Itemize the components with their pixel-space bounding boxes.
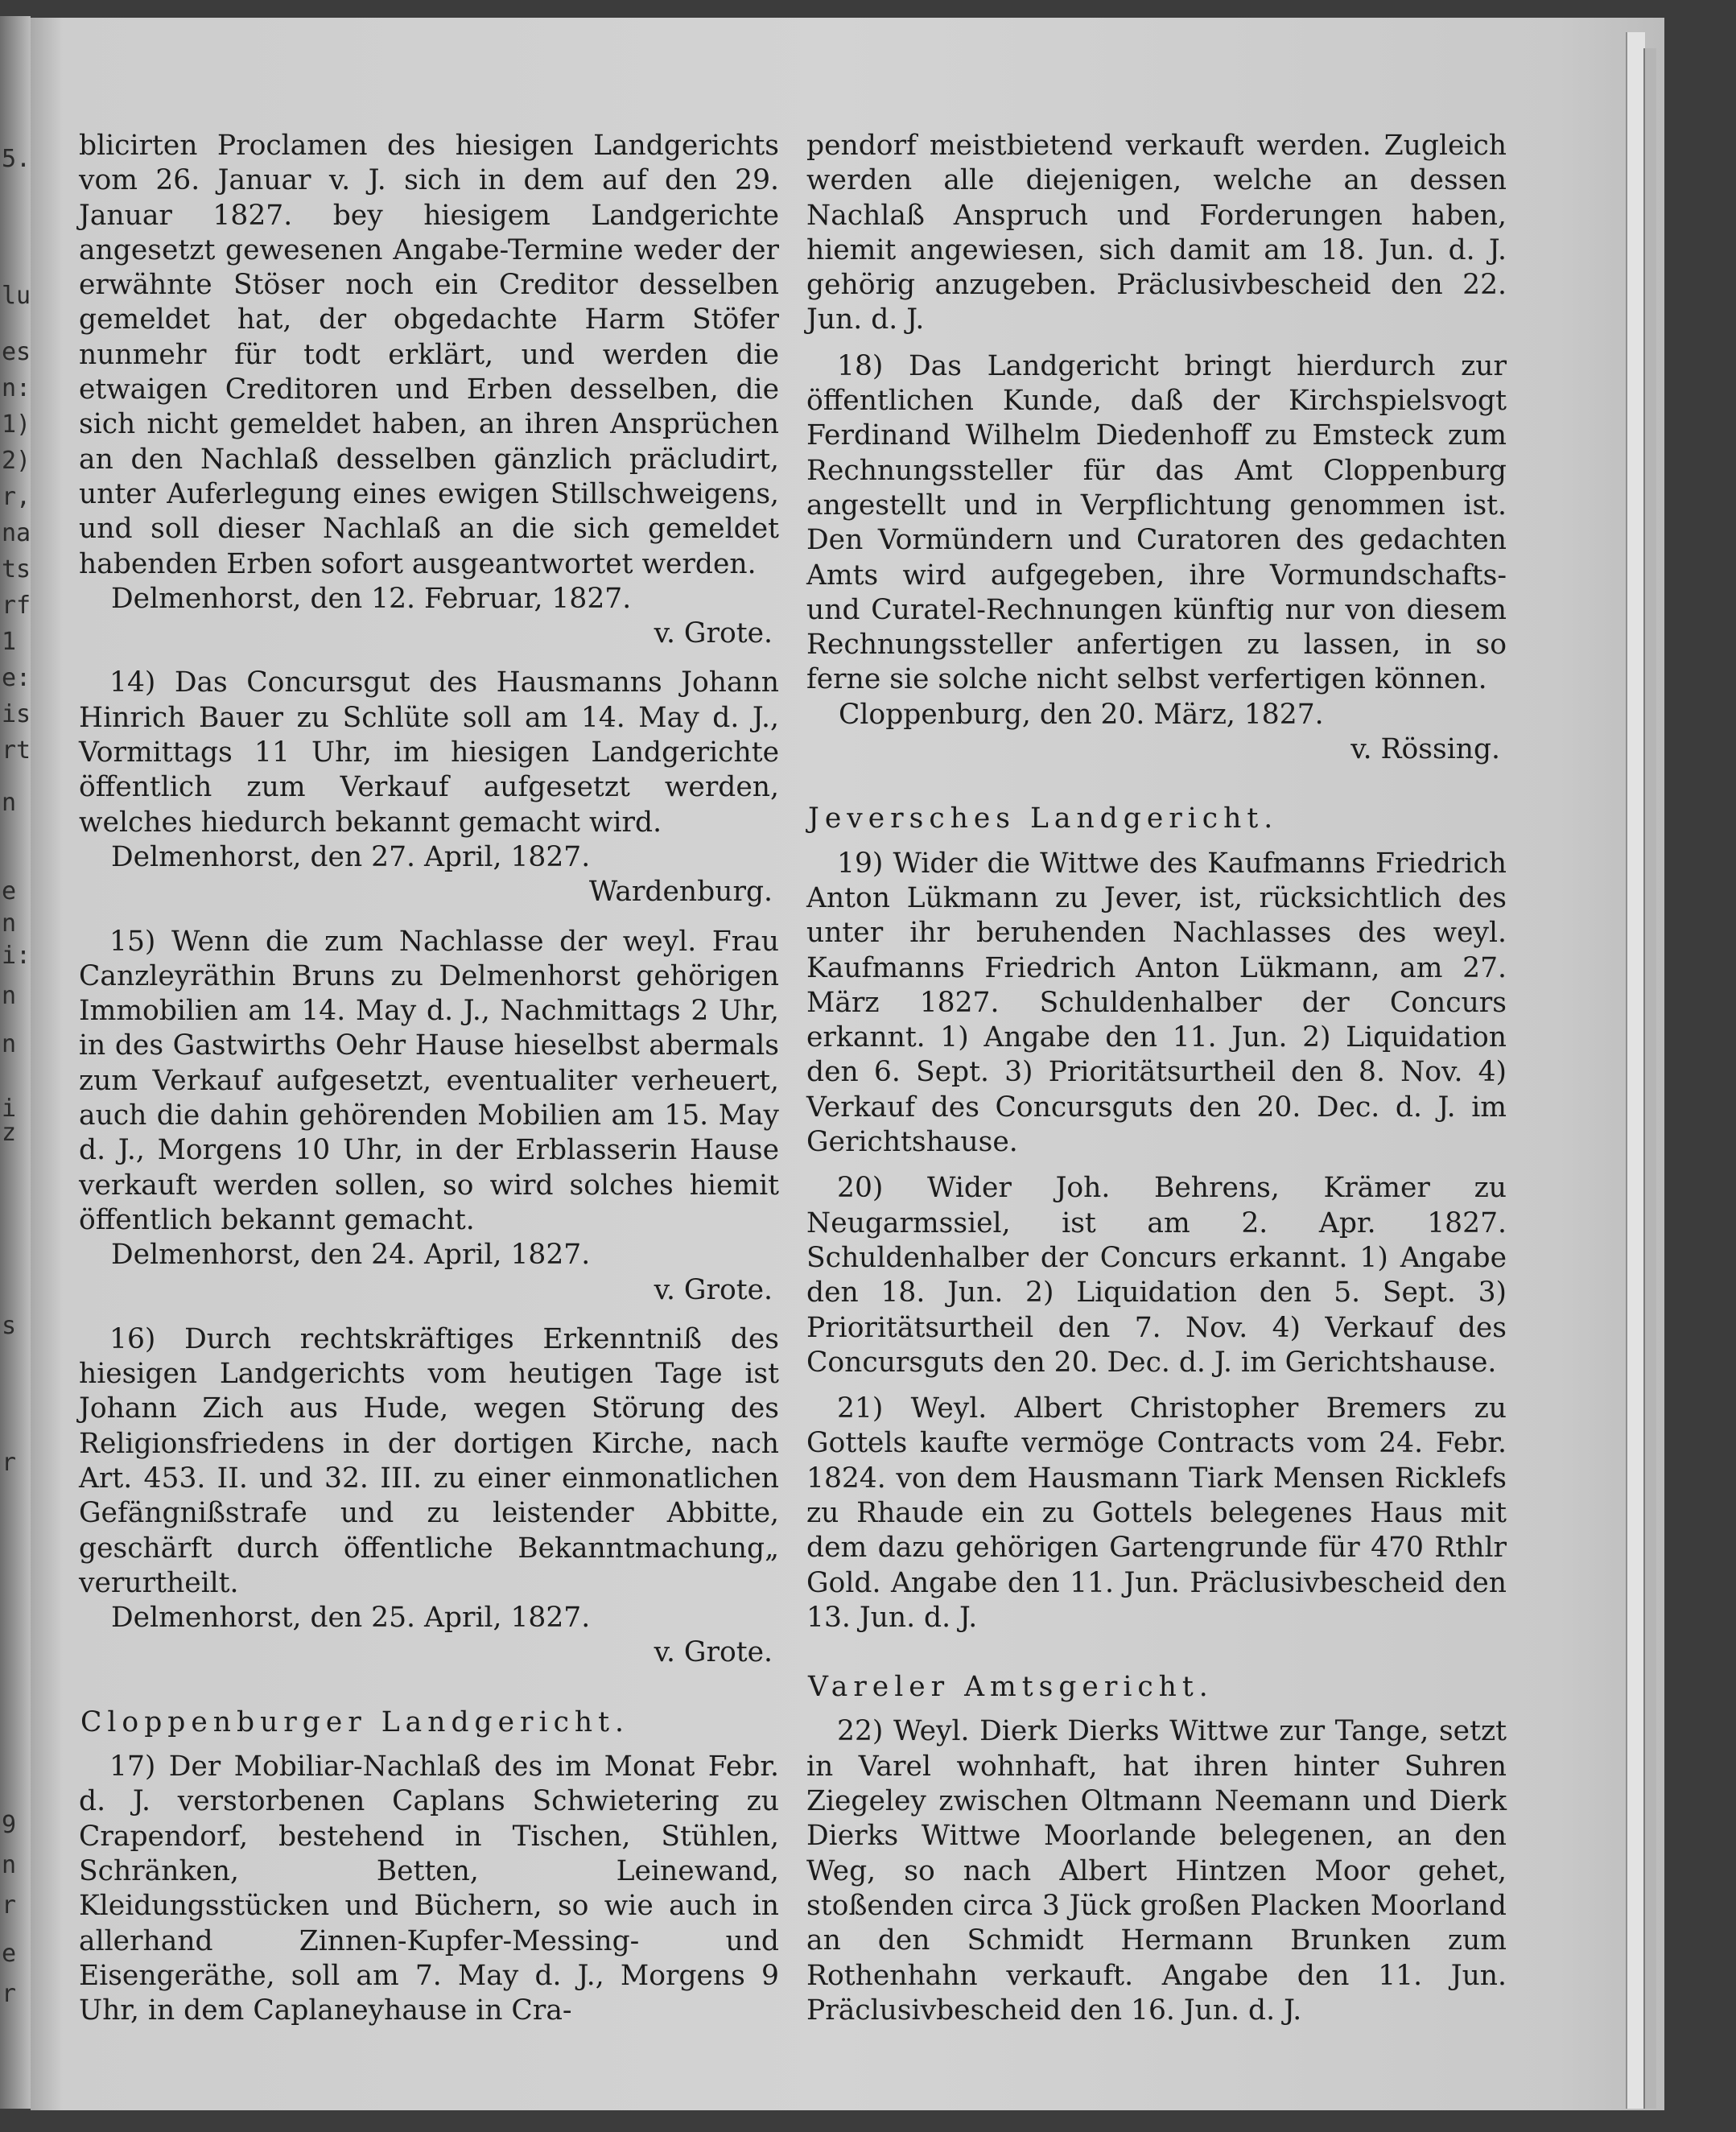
notice-paragraph: 15) Wenn die zum Nachlasse der weyl. Frau Canzleyräthin Bruns zu Delmenhorst gehörigen Immobilien am 14. May d. J., Nachmittags 2 Uhr, in des Gastwirths Oehr Hause hieselbst abermals zum Verkauf aufgesetzt, eventualiter verheuert, auch die dahin gehörenden Mobilien am 15. May d. J., Morgens 10 Uhr, in der Erblasserin Hause verkauft werden sollen, so wird solches hiemit öffentlich bekannt gemacht.	[79, 925, 779, 1236]
left-column	[79, 129, 779, 2028]
margin-fragment: es	[2, 338, 31, 366]
margin-fragment: ts	[2, 555, 31, 584]
margin-fragment: 9	[2, 1811, 17, 1839]
page-edge	[1626, 32, 1645, 2109]
notice-paragraph: 16) Durch rechtskräftiges Erkenntniß des hiesigen Landgerichts vom heutigen Tage ist Johann Zich aus Hude, wegen Störung des Religionsfriedens in der dortigen Kirche, nach Art. 453. II. und 32. III. zu einer einmonatlichen Gefängnißstrafe und zu leistender Abbitte, geschärft durch öffentliche Bekanntmachung„ verurtheilt.	[79, 1322, 779, 1599]
section-heading: Jeversches Landgericht.	[808, 802, 1279, 835]
margin-fragment: rf	[2, 592, 31, 620]
margin-fragment: n	[2, 909, 17, 938]
margin-fragment: r	[2, 1980, 17, 2008]
signature: Wardenburg.	[588, 876, 773, 909]
notice-paragraph: 19) Wider die Wittwe des Kaufmanns Friedrich Anton Lükmann zu Jever, ist, rücksichtlich des unter ihr beruhenden Nachlasses des weyl. Kaufmanns Friedrich Anton Lükmann, am 27. März 1827. Schuldenhalber der Concurs erkannt. 1) Angabe den 11. Jun. 2) Liquidation den 6. Sept. 3) Prioritätsurtheil den 8. Nov. 4) Verkauf des Concursguts den 20. Dec. d. J. im Gerichtshause.	[806, 847, 1507, 1159]
margin-fragment: n	[2, 1030, 17, 1058]
notice-paragraph: 22) Weyl. Dierk Dierks Wittwe zur Tange, setzt in Varel wohnhaft, hat ihren hinter Suhren Ziegeley zwischen Oltmann Neemann und Dierk Dierks Wittwe Moorlande belegenen, an den Weg, so nach Albert Hintzen Moor gehet, stoßenden circa 3 Jück großen Placken Moorland an den Schmidt Hermann Brunken zum Rothenhahn verkauft. Angabe den 11. Jun. Präclusivbescheid den 16. Jun. d. J.	[806, 1715, 1507, 2027]
margin-fragment: i:	[2, 942, 31, 970]
margin-fragment: 5.	[2, 145, 31, 173]
notice-paragraph: 20) Wider Joh. Behrens, Krämer zu Neugarmssiel, ist am 2. Apr. 1827. Schuldenhalber der Concurs erkannt. 1) Angabe den 18. Jun. 2) Liquidation den 5. Sept. 3) Prioritätsurtheil den 7. Nov. 4) Verkauf des Concursguts den 20. Dec. d. J. im Gerichtshause.	[806, 1172, 1507, 1379]
signature: v. Rössing.	[1350, 733, 1500, 766]
margin-fragment: rt	[2, 736, 31, 765]
place-date-line: Delmenhorst, den 24. April, 1827.	[111, 1239, 591, 1272]
margin-fragment: n	[2, 982, 17, 1010]
margin-fragment: 1	[2, 628, 17, 656]
margin-fragment: n	[2, 1851, 17, 1879]
margin-fragment: r	[2, 1891, 17, 1920]
margin-fragment: i	[2, 1095, 17, 1123]
right-column	[806, 129, 1507, 2028]
margin-fragment: r,	[2, 483, 31, 511]
margin-fragment: s	[2, 1312, 17, 1340]
signature: v. Grote.	[654, 1273, 773, 1306]
notice-paragraph: 14) Das Concursgut des Hausmanns Johann Hinrich Bauer zu Schlüte soll am 14. May d. J., Vormittags 11 Uhr, im hiesigen Landgerichte öffentlich zum Verkauf aufgesetzt werden, welches hiedurch bekannt gemacht wird.	[79, 666, 779, 839]
margin-fragment: lu	[2, 282, 31, 310]
notice-paragraph: pendorf meistbietend verkauft werden. Zugleich werden alle diejenigen, welche an dessen Nachlaß Anspruch und Forderungen haben, hiemit angewiesen, sich damit am 18. Jun. d. J. gehörig anzugeben. Präclusivbescheid den 22. Jun. d. J.	[806, 130, 1507, 336]
margin-fragment: r	[2, 1449, 17, 1477]
margin-fragment: e:	[2, 664, 31, 692]
margin-fragment: 2)	[2, 447, 31, 475]
margin-fragment: e	[2, 877, 17, 905]
margin-fragment: n:	[2, 374, 31, 402]
margin-fragment: is	[2, 700, 31, 728]
section-heading: Vareler Amtsgericht.	[808, 1671, 1214, 1704]
signature: v. Grote.	[654, 617, 773, 650]
margin-fragment: na	[2, 519, 31, 547]
place-date-line: Cloppenburg, den 20. März, 1827.	[839, 698, 1324, 731]
section-heading: Cloppenburger Landgericht.	[80, 1705, 629, 1738]
place-date-line: Delmenhorst, den 25. April, 1827.	[111, 1602, 591, 1635]
page-edge	[1643, 48, 1656, 2109]
notice-paragraph: 18) Das Landgericht bringt hierdurch zur öffentlichen Kunde, daß der Kirchspielsvogt Ferdinand Wilhelm Diedenhoff zu Emsteck zum Rechnungssteller für das Amt Cloppenburg angestellt und in Verpflichtung genommen ist. Den Vormündern und Curatoren des gedachten Amts wird aufgegeben, ihre Vormundschafts- und Curatel-Rechnungen künftig nur von diesem Rechnungssteller anfertigen zu lassen, in so ferne sie solche nicht selbst verfertigen können.	[806, 349, 1507, 696]
notice-paragraph: 21) Weyl. Albert Christopher Bremers zu Gottels kaufte vermöge Contracts vom 24. Febr. 1824. von dem Hausmann Tiark Mensen Ricklefs zu Rhaude ein zu Gottels belegenes Haus mit dem dazu gehörigen Gartengrunde für 470 Rthlr Gold. Angabe den 11. Jun. Präclusivbescheid den 13. Jun. d. J.	[806, 1392, 1507, 1634]
margin-fragment: 1)	[2, 410, 31, 439]
signature: v. Grote.	[654, 1636, 773, 1669]
notice-paragraph: 17) Der Mobiliar-Nachlaß des im Monat Febr. d. J. verstorbenen Caplans Schwietering zu Crapendorf, bestehend in Tischen, Stühlen, Schränken, Betten, Leinewand, Kleidungsstücken und Büchern, so wie auch in allerhand Zinnen-Kupfer-Messing- und Eisengeräthe, soll am 7. May d. J., Morgens 9 Uhr, in dem Caplaneyhause in Cra-	[79, 1751, 779, 2027]
margin-fragment: e	[2, 1940, 17, 1968]
margin-fragment: z	[2, 1119, 17, 1147]
margin-fragment: n	[2, 789, 17, 817]
place-date-line: Delmenhorst, den 27. April, 1827.	[111, 840, 591, 873]
previous-page-edge	[0, 16, 31, 2109]
place-date-line: Delmenhorst, den 12. Februar, 1827.	[111, 582, 632, 615]
notice-paragraph: blicirten Proclamen des hiesigen Landgerichts vom 26. Januar v. J. sich in dem auf den 29. Januar 1827. bey hiesigem Landgerichte angesetzt gewesenen Angabe-Termine weder der erwähnte Stöser noch ein Creditor desselben gemeldet hat, der obgedachte Harm Stöfer nunmehr für todt erklärt, und werden die etwaigen Creditoren und Erben desselben, die sich nicht gemeldet haben, an ihren Ansprüchen an den Nachlaß desselben gänzlich präcludirt, unter Auferlegung eines ewigen Stillschweigens, und soll dieser Nachlaß an die sich gemeldet habenden Erben sofort ausgeantwortet werden.	[79, 130, 779, 580]
